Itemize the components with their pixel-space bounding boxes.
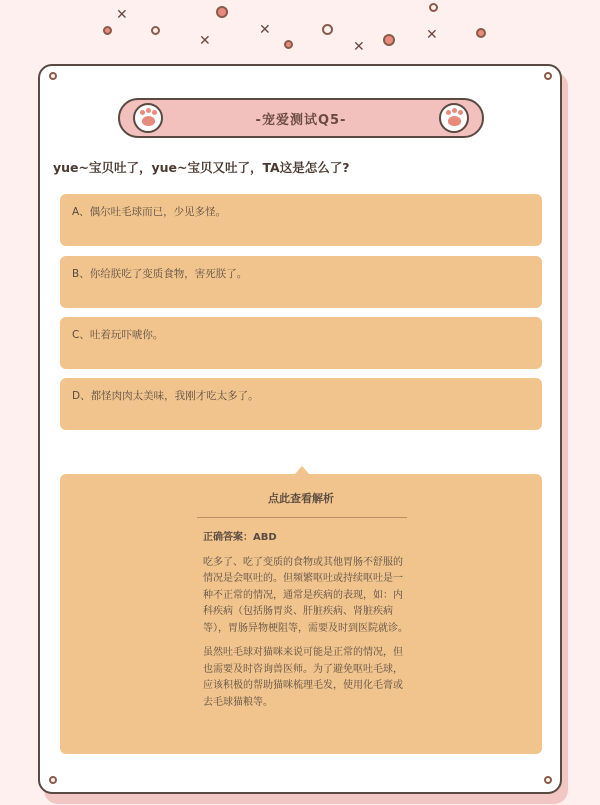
corner-dot-icon [544, 776, 552, 784]
decor-circle-icon [322, 24, 333, 35]
decor-circle-icon [216, 6, 228, 18]
decor-x-icon: ✕ [353, 39, 365, 55]
option-a[interactable] [60, 194, 542, 246]
option-label: C、吐着玩吓唬你。 [72, 329, 164, 341]
quiz-title-banner [118, 98, 484, 138]
divider [197, 517, 407, 518]
corner-dot-icon [49, 776, 57, 784]
page-title: -宠爱测试Q5- [255, 113, 347, 128]
option-label: A、偶尔吐毛球而已，少见多怪。 [72, 206, 227, 218]
option-label: D、都怪肉肉太美味，我刚才吃太多了。 [72, 390, 259, 402]
analysis-paragraph: 虽然吐毛球对猫咪来说可能是正常的情况，但也需要及时咨询兽医师。为了避免呕吐毛球，应该积极的帮助猫咪梳理毛发，使用化毛膏或去毛球猫粮等。 [203, 647, 403, 708]
corner-dot-icon [544, 72, 552, 80]
option-c[interactable] [60, 317, 542, 369]
decor-circle-icon [284, 40, 293, 49]
decor-circle-icon [476, 28, 486, 38]
analysis-panel [60, 474, 542, 754]
decor-x-icon: ✕ [426, 27, 438, 43]
decor-x-icon: ✕ [259, 22, 271, 38]
analysis-paragraph: 吃多了、吃了变质的食物或其他胃肠不舒服的情况是会呕吐的。但频繁呕吐或持续呕吐是一种不正常的情况，通常是疾病的表现，如：内科疾病（包括肠胃炎、肝脏疾病、肾脏疾病等），胃肠异物梗阻等，需要及时到医院就诊。 [203, 556, 408, 634]
decor-circle-icon [383, 34, 395, 46]
analysis-body [203, 530, 411, 719]
decor-x-icon: ✕ [199, 33, 211, 49]
option-b[interactable] [60, 256, 542, 308]
view-analysis-button[interactable]: 点此查看解析 [268, 492, 334, 505]
corner-dot-icon [49, 72, 57, 80]
analysis-pointer [295, 466, 309, 474]
decor-x-icon: ✕ [116, 7, 128, 23]
correct-answer: 正确答案：ABD [203, 532, 277, 543]
paw-icon [439, 103, 469, 133]
decor-circle-icon [103, 26, 112, 35]
option-label: B、你给朕吃了变质食物，害死朕了。 [72, 268, 248, 280]
question-text: yue~宝贝吐了，yue~宝贝又吐了，TA这是怎么了? [53, 160, 350, 175]
decor-circle-icon [429, 3, 438, 12]
option-d[interactable] [60, 378, 542, 430]
decor-circle-icon [151, 26, 160, 35]
